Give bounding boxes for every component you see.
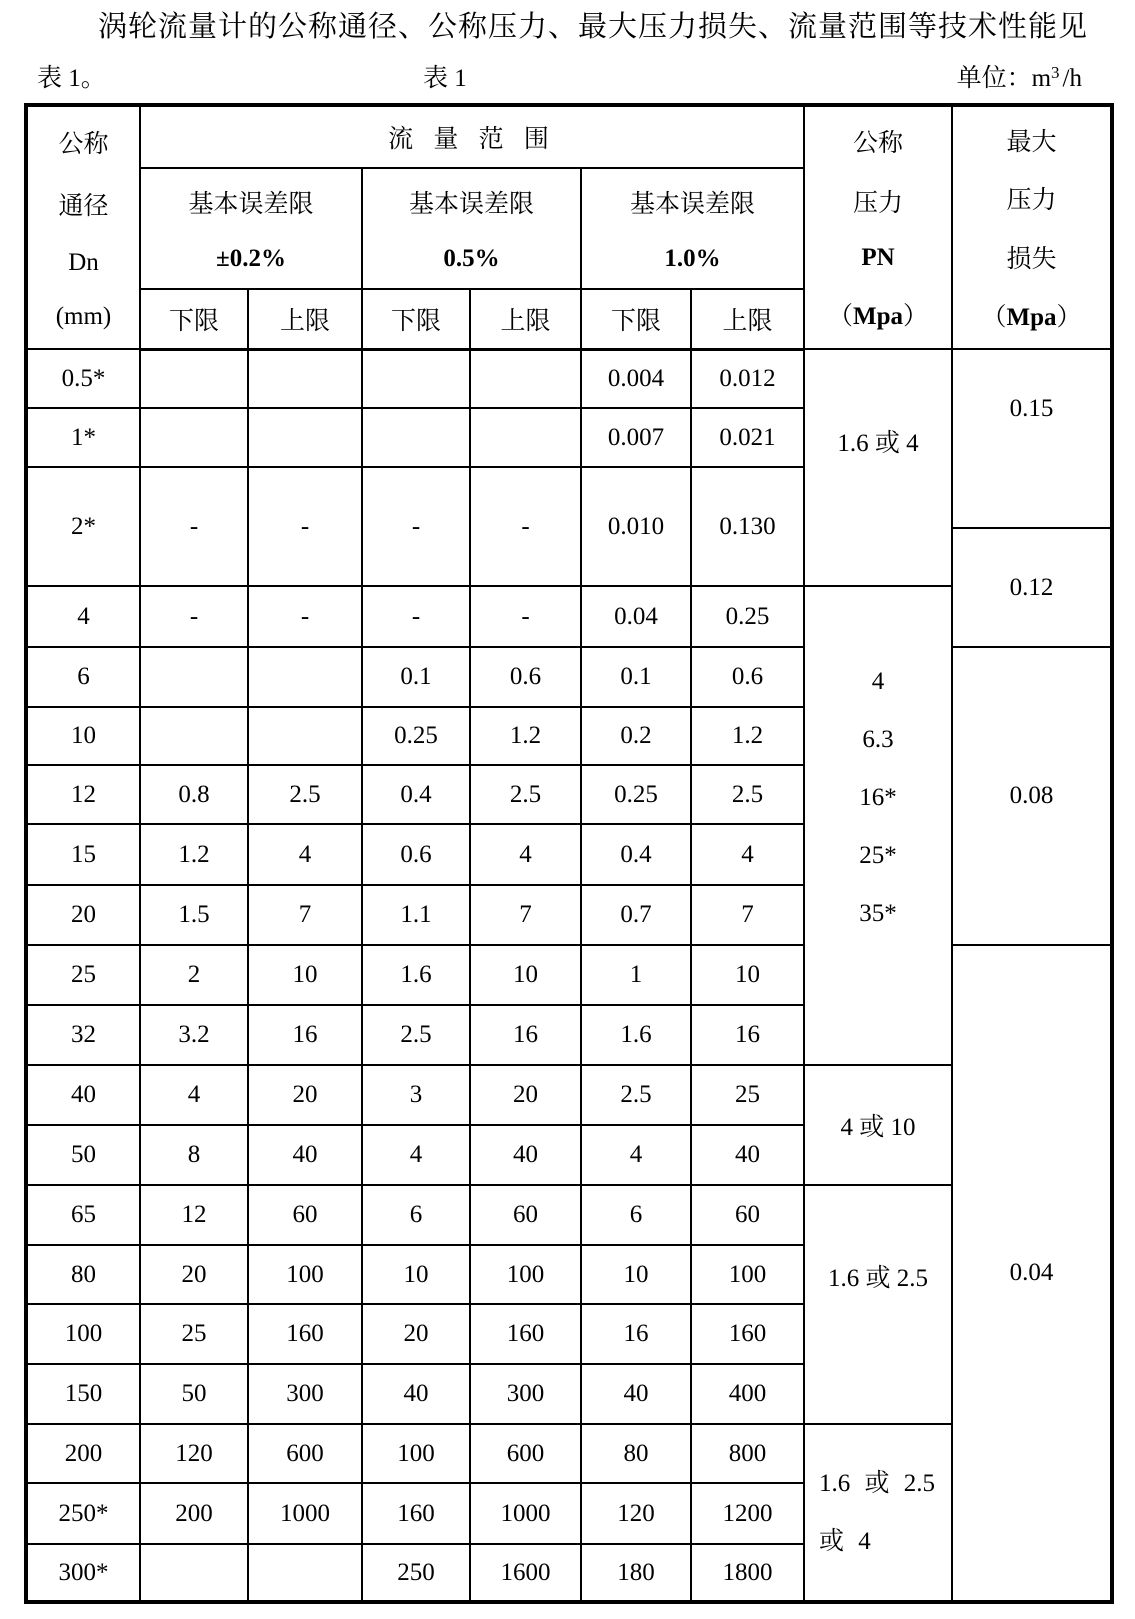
value-cell: 2.5 <box>362 1005 470 1065</box>
value-cell: 10 <box>362 1245 470 1304</box>
value-cell: 1.6 <box>581 1005 691 1065</box>
dn-cell: 32 <box>26 1005 140 1065</box>
pn-option: 16* <box>859 783 897 811</box>
value-cell <box>140 349 248 408</box>
value-cell: 25 <box>691 1065 804 1125</box>
value-cell: 1800 <box>691 1544 804 1602</box>
dn-cell: 150 <box>26 1364 140 1424</box>
pn-option: 25* <box>859 841 897 869</box>
dn-cell: 1* <box>26 408 140 467</box>
value-cell: 2.5 <box>581 1065 691 1125</box>
pn-merged-cell: 1.6 或 4 <box>804 349 952 586</box>
value-cell: 400 <box>691 1364 804 1424</box>
header-loss-column <box>952 105 1112 349</box>
value-cell: 160 <box>362 1483 470 1544</box>
value-cell: 1.5 <box>140 885 248 945</box>
document-title: 涡轮流量计的公称通径、公称压力、最大压力损失、流量范围等技术性能见 <box>98 11 1089 43</box>
value-cell: 12 <box>140 1185 248 1245</box>
value-cell: 16 <box>581 1304 691 1364</box>
group-02-label: 基本误差限 <box>188 190 314 218</box>
value-cell: 20 <box>140 1245 248 1304</box>
value-cell: 4 <box>470 824 581 885</box>
value-cell: 1200 <box>691 1483 804 1544</box>
value-cell: 10 <box>581 1245 691 1304</box>
value-cell <box>140 1544 248 1602</box>
value-cell <box>470 408 581 467</box>
dn-cell: 4 <box>26 586 140 647</box>
header-lower: 下限 <box>581 289 691 349</box>
header-loss-l2: 压力 <box>1006 187 1057 215</box>
caption-row <box>0 56 1135 94</box>
value-cell: 0.6 <box>362 824 470 885</box>
header-row-1 <box>26 105 1112 168</box>
dn-cell: 40 <box>26 1065 140 1125</box>
value-cell: 180 <box>581 1544 691 1602</box>
header-flow-range: 流 量 范 围 <box>140 105 804 168</box>
value-cell: 8 <box>140 1125 248 1185</box>
value-cell: 0.6 <box>470 647 581 707</box>
pn-option: 4 <box>871 667 885 695</box>
value-cell: 1.2 <box>691 707 804 765</box>
value-cell: 0.8 <box>140 765 248 824</box>
pn-merged-cell: 4 或 10 <box>804 1065 952 1185</box>
value-cell: 0.04 <box>581 586 691 647</box>
value-cell <box>362 349 470 408</box>
pn-option: 6.3 <box>862 725 894 753</box>
value-cell: 40 <box>691 1125 804 1185</box>
group-05-percent: 0.5% <box>443 245 500 273</box>
value-cell: 100 <box>470 1245 581 1304</box>
dn-cell: 2* <box>26 467 140 586</box>
value-cell: 0.1 <box>581 647 691 707</box>
header-pn-column <box>804 105 952 349</box>
value-cell: 1.2 <box>140 824 248 885</box>
value-cell: 20 <box>248 1065 362 1125</box>
value-cell: 100 <box>691 1245 804 1304</box>
value-cell: 2.5 <box>248 765 362 824</box>
value-cell: 0.130 <box>691 467 804 586</box>
value-cell <box>248 707 362 765</box>
dn-cell: 20 <box>26 885 140 945</box>
unit-suffix: /h <box>1062 65 1082 92</box>
header-upper: 上限 <box>470 289 581 349</box>
unit-superscript: 3 <box>1051 63 1060 82</box>
value-cell: 0.25 <box>691 586 804 647</box>
header-upper: 上限 <box>248 289 362 349</box>
loss-merged-cell: 0.12 <box>952 528 1112 647</box>
pn-option: 1.6 或 2.5 <box>819 1469 936 1497</box>
pn-option: 35* <box>859 899 897 927</box>
value-cell: 40 <box>581 1364 691 1424</box>
value-cell: 1 <box>581 945 691 1005</box>
value-cell: - <box>362 586 470 647</box>
unit-label <box>957 58 1082 94</box>
value-cell: 2 <box>140 945 248 1005</box>
pn-unit-text: Mpa <box>853 303 903 331</box>
value-cell: 2.5 <box>470 765 581 824</box>
header-upper: 上限 <box>691 289 804 349</box>
dn-cell: 0.5* <box>26 349 140 408</box>
table-row <box>26 1424 1112 1483</box>
value-cell: 1600 <box>470 1544 581 1602</box>
dn-cell: 250* <box>26 1483 140 1544</box>
value-cell: 1000 <box>248 1483 362 1544</box>
value-cell: 1.2 <box>470 707 581 765</box>
value-cell: 7 <box>470 885 581 945</box>
value-cell: 0.4 <box>581 824 691 885</box>
header-group-05 <box>362 168 581 289</box>
value-cell <box>140 647 248 707</box>
group-02-percent: ±0.2% <box>216 245 286 273</box>
paren-close: ） <box>1056 304 1082 332</box>
value-cell <box>140 707 248 765</box>
value-cell: 0.6 <box>691 647 804 707</box>
dn-cell: 25 <box>26 945 140 1005</box>
header-dn-l3: Dn <box>68 248 99 276</box>
group-10-percent: 1.0% <box>664 245 721 273</box>
pn-merged-cell <box>804 1424 952 1602</box>
value-cell: 6 <box>362 1185 470 1245</box>
value-cell: 0.4 <box>362 765 470 824</box>
header-pn-l1: 公称 <box>852 129 903 157</box>
value-cell: 10 <box>691 945 804 1005</box>
header-loss-l1: 最大 <box>1006 128 1057 156</box>
pn-option: 或 4 <box>819 1527 871 1555</box>
value-cell: 10 <box>248 945 362 1005</box>
value-cell <box>248 408 362 467</box>
value-cell: 160 <box>691 1304 804 1364</box>
value-cell: 4 <box>248 824 362 885</box>
loss-merged-cell: 0.08 <box>952 647 1112 945</box>
value-cell: 800 <box>691 1424 804 1483</box>
header-lower: 下限 <box>140 289 248 349</box>
value-cell: 1000 <box>470 1483 581 1544</box>
value-cell: 0.7 <box>581 885 691 945</box>
value-cell: 120 <box>140 1424 248 1483</box>
value-cell: 50 <box>140 1364 248 1424</box>
title-continuation: 表 1。 <box>37 65 106 92</box>
dn-cell: 300* <box>26 1544 140 1602</box>
value-cell: 0.010 <box>581 467 691 586</box>
value-cell: 120 <box>581 1483 691 1544</box>
dn-cell: 80 <box>26 1245 140 1304</box>
value-cell <box>362 408 470 467</box>
value-cell: - <box>470 586 581 647</box>
value-cell: - <box>248 467 362 586</box>
value-cell: 40 <box>470 1125 581 1185</box>
value-cell: 0.25 <box>581 765 691 824</box>
value-cell: 3 <box>362 1065 470 1125</box>
paren-close: ） <box>903 303 929 331</box>
header-dn-l4: (mm) <box>55 303 112 331</box>
group-10-label: 基本误差限 <box>629 190 755 218</box>
paren-open: （ <box>981 304 1007 332</box>
value-cell: 0.1 <box>362 647 470 707</box>
dn-cell: 200 <box>26 1424 140 1483</box>
header-group-10 <box>581 168 804 289</box>
value-cell: 7 <box>248 885 362 945</box>
value-cell: 10 <box>470 945 581 1005</box>
value-cell: - <box>362 467 470 586</box>
value-cell: 16 <box>691 1005 804 1065</box>
value-cell: 1.1 <box>362 885 470 945</box>
dn-cell: 10 <box>26 707 140 765</box>
value-cell: 40 <box>362 1364 470 1424</box>
value-cell: 100 <box>362 1424 470 1483</box>
header-group-02 <box>140 168 362 289</box>
dn-cell: 15 <box>26 824 140 885</box>
dn-cell: 100 <box>26 1304 140 1364</box>
value-cell: 250 <box>362 1544 470 1602</box>
value-cell: 20 <box>362 1304 470 1364</box>
loss-merged-cell: 0.04 <box>952 945 1112 1602</box>
value-cell: 40 <box>248 1125 362 1185</box>
table-row <box>26 1185 1112 1245</box>
value-cell: 0.012 <box>691 349 804 408</box>
value-cell: 80 <box>581 1424 691 1483</box>
table-row <box>26 349 1112 408</box>
value-cell: 60 <box>470 1185 581 1245</box>
value-cell: 0.2 <box>581 707 691 765</box>
group-05-label: 基本误差限 <box>408 190 534 218</box>
value-cell: - <box>140 467 248 586</box>
value-cell: - <box>470 467 581 586</box>
header-pn-unit <box>805 296 951 332</box>
value-cell: 0.004 <box>581 349 691 408</box>
value-cell: 7 <box>691 885 804 945</box>
value-cell <box>248 647 362 707</box>
value-cell: 600 <box>470 1424 581 1483</box>
value-cell: - <box>140 586 248 647</box>
value-cell: 4 <box>691 824 804 885</box>
loss-unit-text: Mpa <box>1006 304 1057 332</box>
dn-cell: 50 <box>26 1125 140 1185</box>
value-cell: 0.021 <box>691 408 804 467</box>
dn-cell: 12 <box>26 765 140 824</box>
loss-merged-cell: 0.15 <box>952 349 1112 528</box>
value-cell: 16 <box>248 1005 362 1065</box>
value-cell: 6 <box>581 1185 691 1245</box>
value-cell <box>248 1544 362 1602</box>
header-dn-l1: 公称 <box>58 130 109 158</box>
value-cell: 300 <box>470 1364 581 1424</box>
dn-cell: 65 <box>26 1185 140 1245</box>
value-cell: 600 <box>248 1424 362 1483</box>
value-cell: 25 <box>140 1304 248 1364</box>
value-cell: 160 <box>248 1304 362 1364</box>
value-cell: 4 <box>581 1125 691 1185</box>
value-cell <box>248 349 362 408</box>
value-cell: 0.25 <box>362 707 470 765</box>
value-cell: 200 <box>140 1483 248 1544</box>
table-row <box>26 586 1112 647</box>
pn-merged-cell: 1.6 或 2.5 <box>804 1185 952 1424</box>
value-cell <box>140 408 248 467</box>
value-cell: 60 <box>248 1185 362 1245</box>
pn-merged-cell <box>804 586 952 1065</box>
value-cell: 3.2 <box>140 1005 248 1065</box>
table-caption: 表 1 <box>423 65 467 92</box>
header-loss-l3: 损失 <box>1006 245 1057 273</box>
table-row <box>26 1065 1112 1125</box>
unit-prefix: 单位：m <box>956 65 1052 92</box>
value-cell: 0.007 <box>581 408 691 467</box>
paren-open: （ <box>827 303 853 331</box>
value-cell: 16 <box>470 1005 581 1065</box>
value-cell: 2.5 <box>691 765 804 824</box>
header-lower: 下限 <box>362 289 470 349</box>
dn-cell: 6 <box>26 647 140 707</box>
value-cell <box>470 349 581 408</box>
value-cell: 160 <box>470 1304 581 1364</box>
header-pn-l2: 压力 <box>852 190 903 218</box>
value-cell: 300 <box>248 1364 362 1424</box>
header-dn-l2: 通径 <box>58 193 109 221</box>
value-cell: 100 <box>248 1245 362 1304</box>
value-cell: 4 <box>362 1125 470 1185</box>
header-dn-column <box>26 105 140 349</box>
value-cell: 1.6 <box>362 945 470 1005</box>
flowmeter-spec-table <box>24 103 1114 1604</box>
value-cell: 60 <box>691 1185 804 1245</box>
value-cell: - <box>248 586 362 647</box>
header-loss-unit <box>953 297 1110 333</box>
value-cell: 4 <box>140 1065 248 1125</box>
header-pn-l3: PN <box>861 243 895 271</box>
value-cell: 20 <box>470 1065 581 1125</box>
